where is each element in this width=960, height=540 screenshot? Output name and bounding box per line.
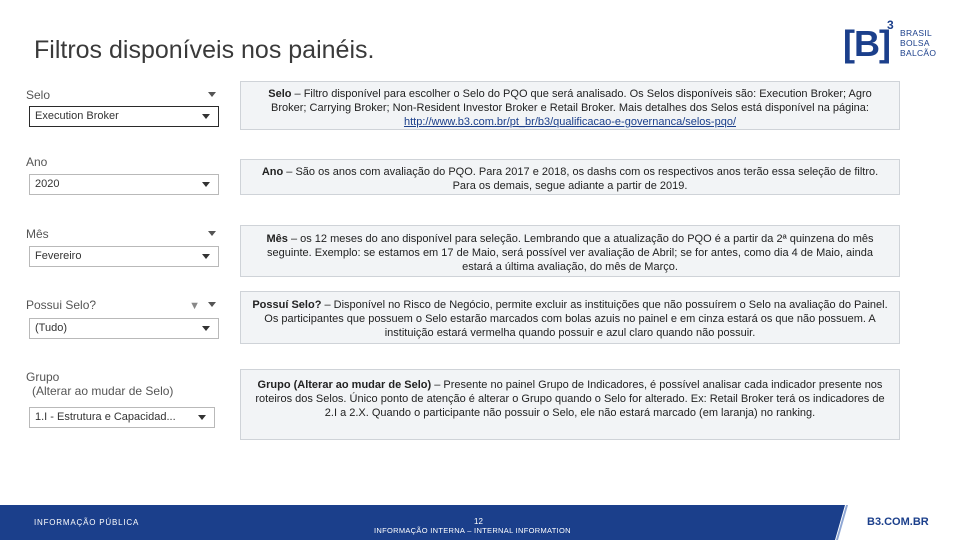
desc-possui-selo-text: – Disponível no Risco de Negócio, permite excluir as instituições que não possuírem o Selo na avaliação do Painel. Os participantes que possuem o Selo estarão marcados com bolas azuis no painel e em cinza estará os que não possuem. A instituição estará vermelha quando possuir e azul claro quando não possuir. <box>264 299 888 339</box>
desc-possui-selo <box>240 291 900 344</box>
logo-words <box>900 28 936 58</box>
footer-internal-label: INFORMAÇÃO INTERNA – INTERNAL INFORMATION <box>374 526 571 535</box>
possui-selo-dropdown[interactable] <box>29 318 219 339</box>
chevron-down-icon[interactable] <box>208 92 216 97</box>
footer-url-panel <box>835 505 960 540</box>
desc-grupo-term: Grupo (Alterar ao mudar de Selo) <box>257 379 432 391</box>
chevron-down-icon[interactable] <box>208 231 216 236</box>
funnel-icon[interactable]: ▼ <box>189 300 200 312</box>
filter-mes-label: Mês <box>26 227 49 241</box>
ano-dropdown[interactable] <box>29 174 219 195</box>
mes-dropdown[interactable] <box>29 246 219 267</box>
selo-dropdown-value: Execution Broker <box>35 110 119 122</box>
desc-possui-selo-term: Possuí Selo? <box>252 299 322 311</box>
selo-dropdown[interactable] <box>29 106 219 127</box>
desc-grupo-text: – Presente no painel Grupo de Indicadores, é possível analisar cada indicador presente nos roteiros dos Selos. Único ponto de atenção é alterar o Grupo quando o Selo for alterado. Ex: Retail Broker terá os indicadores de 2.I a 2.X. Quando o participante não possuir o Selo, ele não estará marcado (em laranja) no ranking. <box>255 379 885 419</box>
dropdown-arrow-icon <box>202 182 210 187</box>
selos-pqo-link[interactable]: http://www.b3.com.br/pt_br/b3/qualificacao-e-governanca/selos-pqo/ <box>403 116 736 128</box>
dropdown-arrow-icon <box>202 254 210 259</box>
footer-bar <box>0 505 960 540</box>
filter-ano <box>26 155 222 190</box>
dropdown-arrow-icon <box>202 326 210 331</box>
slide-title: Filtros disponíveis nos painéis. <box>34 36 375 64</box>
possui-selo-dropdown-value: (Tudo) <box>35 322 67 334</box>
desc-mes <box>240 225 900 277</box>
logo-mark: [B] <box>843 23 890 64</box>
mes-dropdown-value: Fevereiro <box>35 250 82 262</box>
logo-line-3: BALCÃO <box>900 48 937 58</box>
filter-grupo-sublabel: (Alterar ao mudar de Selo) <box>32 384 174 398</box>
filter-ano-label: Ano <box>26 155 48 169</box>
logo-line-2: BOLSA <box>900 38 930 48</box>
filter-grupo <box>26 370 222 423</box>
dropdown-arrow-icon <box>202 114 210 119</box>
filter-possui-selo-label: Possui Selo? <box>26 298 97 312</box>
desc-selo-term: Selo <box>268 88 292 100</box>
desc-mes-term: Mês <box>266 233 288 245</box>
logo-superscript: 3 <box>887 18 894 32</box>
grupo-dropdown-value: 1.I - Estrutura e Capacidad... <box>35 411 176 423</box>
desc-selo <box>240 81 900 130</box>
filter-mes <box>26 227 222 262</box>
filter-grupo-label: Grupo <box>26 370 60 384</box>
desc-ano <box>240 159 900 195</box>
page-number: 12 <box>474 517 483 526</box>
b3-url[interactable]: B3.COM.BR <box>867 516 929 528</box>
dropdown-arrow-icon <box>198 415 206 420</box>
desc-grupo <box>240 369 900 440</box>
ano-dropdown-value: 2020 <box>35 178 60 190</box>
desc-ano-term: Ano <box>261 166 284 178</box>
desc-mes-text: – os 12 meses do ano disponível para seleção. Lembrando que a atualização do PQO é a partir da 2ª quinzena do mês seguinte. Exemplo: se estamos em 17 de Maio, será possível ver avaliação de Abril; se for antes, como dia 4 de Maio, ainda estará a última avaliação, do mês de Março. <box>267 233 874 273</box>
logo-line-1: BRASIL <box>900 28 933 38</box>
filter-possui-selo <box>26 298 222 334</box>
filter-selo <box>26 88 222 122</box>
desc-ano-text: – São os anos com avaliação do PQO. Para 2017 e 2018, os dashs com os respectivos anos terão essa seleção de filtro. Para os demais, segue adiante a partir de 2019. <box>283 166 879 192</box>
chevron-down-icon[interactable] <box>208 302 216 307</box>
desc-selo-text: – Filtro disponível para escolher o Selo do PQO que será analisado. Os Selos disponíveis são: Execution Broker; Agro Broker; Carrying Broker; Non-Resident Investor Broker e Retail Broker. Mais detalhes dos Selos está disponível na página: <box>271 88 872 114</box>
footer-classification: INFORMAÇÃO PÚBLICA <box>34 518 140 527</box>
grupo-dropdown[interactable] <box>29 407 215 428</box>
filter-selo-label: Selo <box>26 88 51 102</box>
b3-logo <box>843 18 943 68</box>
